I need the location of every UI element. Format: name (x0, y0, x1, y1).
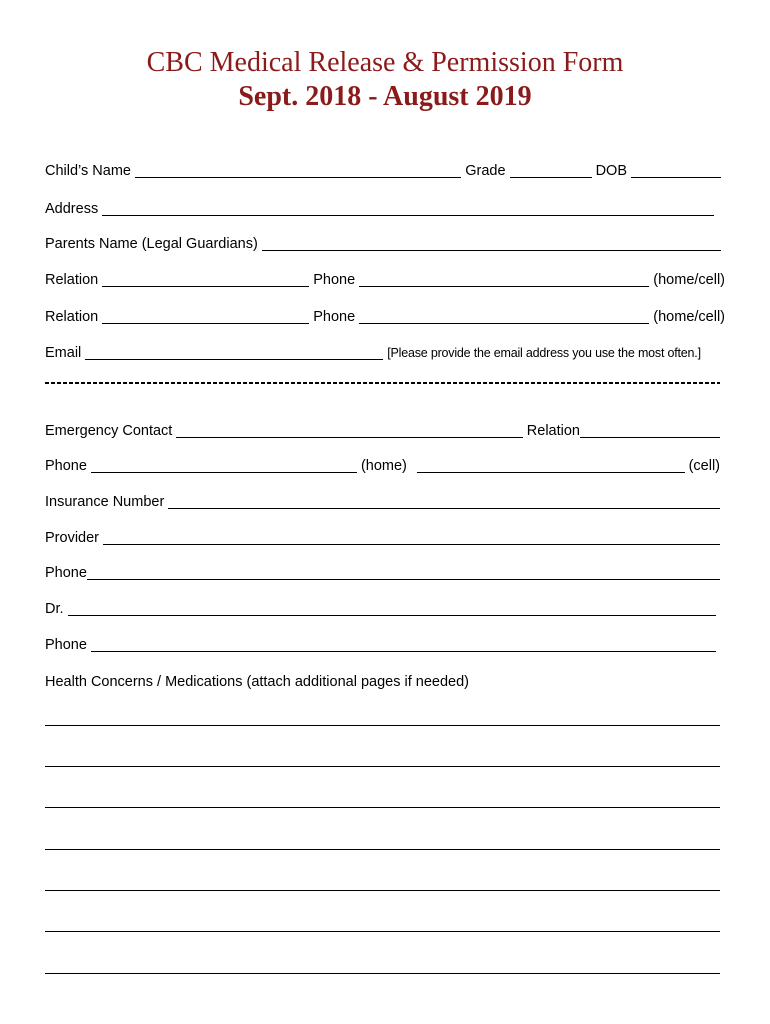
doctor-row (45, 598, 716, 618)
relation-row-1 (45, 269, 725, 289)
email-row (45, 342, 720, 362)
health-concerns-line[interactable] (45, 931, 720, 932)
phone-label: Phone (45, 637, 87, 653)
doctor-phone-field[interactable] (91, 635, 716, 652)
address-field[interactable] (102, 199, 714, 216)
home-cell-label: (home/cell) (653, 309, 725, 325)
emergency-row (45, 420, 720, 440)
health-concerns-label: Health Concerns / Medications (attach additional pages if needed) (45, 674, 469, 690)
home-phone-field[interactable] (91, 456, 357, 473)
cell-phone-field[interactable] (417, 456, 685, 473)
doctor-field[interactable] (68, 599, 716, 616)
childs-name-field[interactable] (135, 161, 461, 178)
health-concerns-row (45, 671, 720, 691)
phone-field[interactable] (359, 307, 649, 324)
parents-name-field[interactable] (262, 234, 721, 251)
phone-label: Phone (45, 458, 87, 474)
email-label: Email (45, 345, 82, 361)
emergency-phone-row (45, 455, 720, 475)
health-concerns-line[interactable] (45, 766, 720, 767)
emergency-relation-field[interactable] (580, 421, 720, 438)
dob-label: DOB (595, 163, 627, 179)
address-row (45, 198, 718, 218)
phone-label: Phone (313, 272, 356, 288)
cell-label: (cell) (688, 458, 720, 474)
phone-label: Phone (45, 565, 87, 581)
provider-phone-row (45, 562, 720, 582)
emergency-contact-label: Emergency Contact (45, 423, 173, 439)
provider-label: Provider (45, 530, 99, 546)
doctor-label: Dr. (45, 601, 64, 617)
relation-label: Relation (526, 423, 580, 439)
provider-row (45, 527, 720, 547)
provider-phone-field[interactable] (87, 563, 720, 580)
phone-label: Phone (313, 309, 356, 325)
home-cell-label: (home/cell) (653, 272, 725, 288)
email-field[interactable] (85, 343, 383, 360)
provider-field[interactable] (103, 528, 720, 545)
dob-field[interactable] (631, 161, 721, 178)
relation-field[interactable] (102, 307, 309, 324)
relation-label: Relation (45, 309, 99, 325)
parents-name-label: Parents Name (Legal Guardians) (45, 236, 258, 252)
insurance-number-field[interactable] (168, 492, 720, 509)
section-divider (45, 382, 720, 384)
phone-field[interactable] (359, 270, 649, 287)
health-concerns-line[interactable] (45, 849, 720, 850)
child-info-row (45, 160, 725, 180)
email-note: [Please provide the email address you use the most often.] (387, 346, 701, 360)
form-period: Sept. 2018 - August 2019 (238, 81, 532, 112)
grade-field[interactable] (510, 161, 592, 178)
doctor-phone-row (45, 634, 716, 654)
emergency-contact-field[interactable] (176, 421, 522, 438)
grade-label: Grade (465, 163, 506, 179)
relation-row-2 (45, 306, 725, 326)
health-concerns-line[interactable] (45, 890, 720, 891)
health-concerns-line[interactable] (45, 807, 720, 808)
home-label: (home) (360, 458, 407, 474)
insurance-row (45, 491, 720, 511)
health-concerns-line[interactable] (45, 725, 720, 726)
childs-name-label: Child’s Name (45, 163, 131, 179)
form-title: CBC Medical Release & Permission Form (146, 47, 624, 78)
relation-field[interactable] (102, 270, 309, 287)
parents-row (45, 233, 725, 253)
health-concerns-line[interactable] (45, 973, 720, 974)
insurance-number-label: Insurance Number (45, 494, 165, 510)
address-label: Address (45, 201, 99, 217)
relation-label: Relation (45, 272, 99, 288)
